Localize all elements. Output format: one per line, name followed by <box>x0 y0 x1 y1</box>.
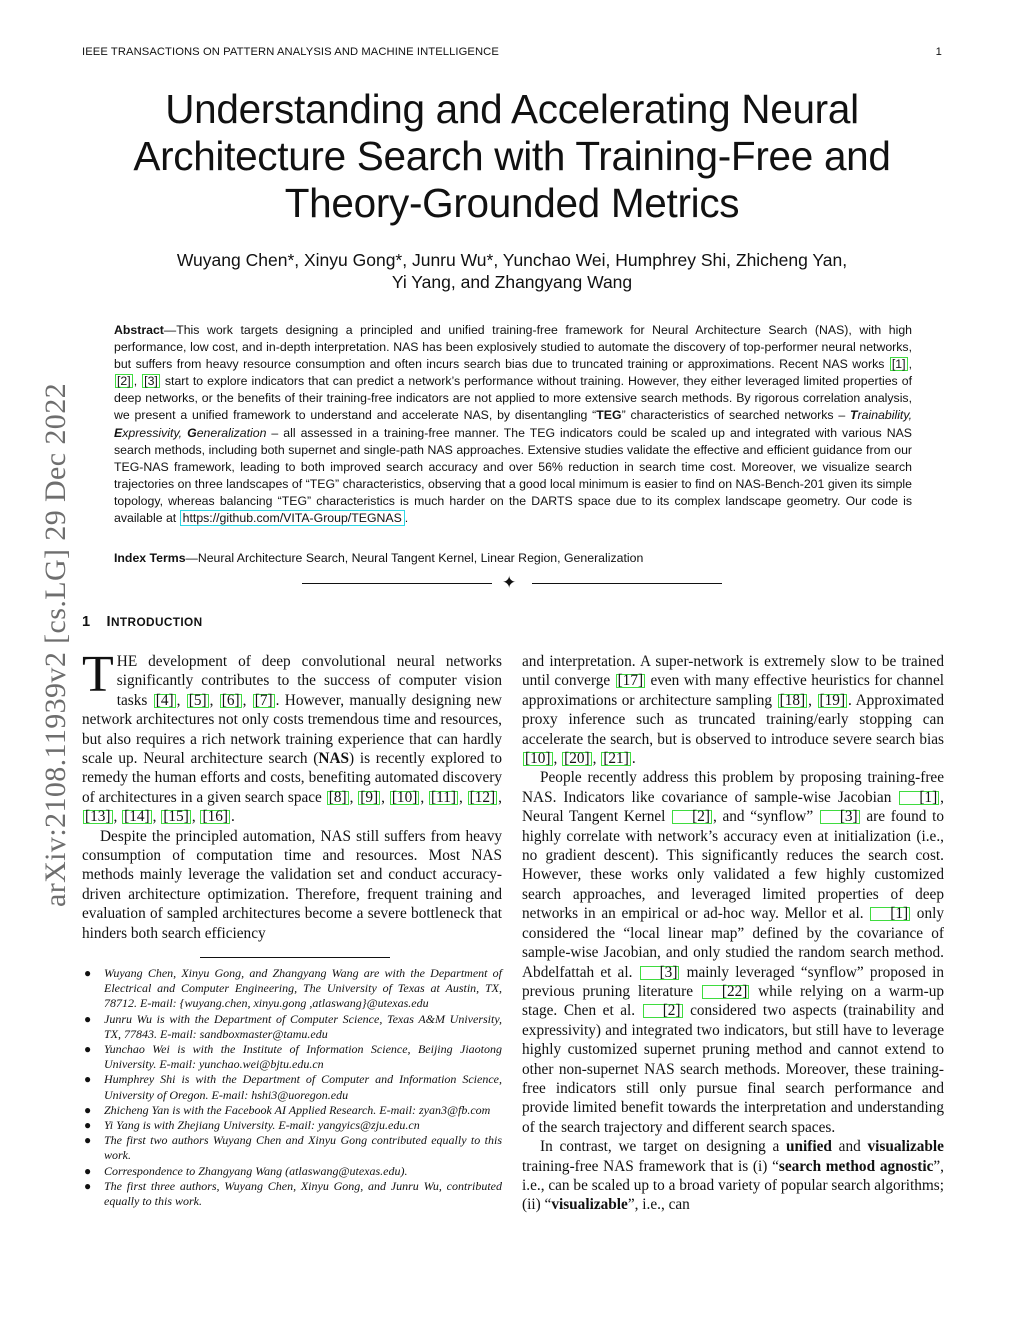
body-text: ”, i.e., can <box>627 1196 690 1214</box>
citation-link[interactable]: [10] <box>391 788 418 806</box>
body-text: and interpretation. A super-network is extremely slow to be trained until converge <box>522 653 944 690</box>
section-divider <box>302 572 722 596</box>
right-column <box>522 652 944 1215</box>
footnote-item <box>82 966 502 1012</box>
citation-link[interactable]: [2] <box>643 1004 683 1018</box>
footnote-text: The first three authors, Wuyang Chen, Xinyu Gong, and Junru Wu, contributed equally to this work. <box>104 1178 502 1209</box>
footnote-text: Yunchao Wei is with the Institute of Information Science, Beijing Jiaotong University. E-mail: yunchao.wei@bjtu.edu.cn <box>104 1042 502 1072</box>
bullet-icon: ● <box>84 1118 92 1133</box>
citation-link[interactable]: [20] <box>564 750 590 768</box>
citation-link[interactable]: [16] <box>202 808 228 826</box>
teg-term: TEG <box>596 408 622 423</box>
citation-link[interactable]: [1] <box>870 907 910 921</box>
divider-diamond-icon: ✦ <box>502 573 517 592</box>
body-text: . Approximated proxy inference such as truncated training/early stopping can accelerate the search, but is observed to introduce severe search bias <box>522 691 944 748</box>
citation-link[interactable]: [2] <box>117 374 131 389</box>
citation-link[interactable]: [3] <box>144 374 158 389</box>
index-terms <box>114 550 912 567</box>
body-text: considered two aspects (trainability and expressivity) and integrated two indicators, but still have to leverage highly customized supernet pruning method and cannot extend to other non-supernet NAS search methods. Moreover, these training-free indicators still only pursue final search performance and provide limited benefit towards the interpretation and understanding of the search trajectory and different search spaces. <box>522 1002 944 1136</box>
footnote-item <box>82 1103 502 1118</box>
abstract-text: ” characteristics of searched networks – <box>621 408 851 423</box>
abstract-text: This work targets designing a principled and unified training-free framework for Neural Architecture Search (NAS), with high performance, low cost, and in-depth interpretation. NAS has been explosively studied to automate the discovery of top-performer neural networks, but suffers from heavy resource consumption and often incurs search bias due to truncated training or approximations. Recent NAS works <box>114 323 912 372</box>
abstract-text: start to explore indicators that can predict a network’s performance without training. However, they either leveraged limited properties of deep networks, or the benefits of their training-free indicators are not applied to more extensive search methods. By rigorous correlation analysis, we present a unified framework to understand and accelerate NAS, by disentangling “ <box>114 374 913 423</box>
abstract-text: xpressivity, <box>122 425 188 440</box>
footnote-rule <box>200 957 390 958</box>
citation-link[interactable]: [19] <box>819 691 846 709</box>
footnote-item <box>82 1164 502 1179</box>
bold-term: search method agnostic <box>778 1157 934 1175</box>
citation-link[interactable]: [2] <box>672 810 712 824</box>
abstract-dash: — <box>163 323 177 337</box>
footnote-text: Wuyang Chen, Xinyu Gong, and Zhangyang Wang are with the Department of Electrical and Computer Engineering, The University of Texas at Austin, TX, 78712. E-mail: {wuyang.chen, xinyu.gong ,atlaswang}@utexas.edu <box>104 966 502 1011</box>
section-title-rest: NTRODUCTION <box>111 615 203 629</box>
citation-link[interactable]: [1] <box>891 357 906 372</box>
citation-link[interactable]: [3] <box>820 810 860 824</box>
body-text: and <box>831 1138 868 1156</box>
body-text: while relying on a warm-up stage. Chen et al. <box>522 982 944 1020</box>
citation-link[interactable]: [21] <box>603 750 629 768</box>
citation-link[interactable]: [9] <box>360 788 379 806</box>
author-line: Wuyang Chen*, Xinyu Gong*, Junru Wu*, Yunchao Wei, Humphrey Shi, Zhicheng Yan, <box>176 250 848 270</box>
abstract-text: . <box>404 511 409 526</box>
body-text: development of deep convolutional neural networks significantly contributes to the success of computer vision tasks <box>116 653 502 709</box>
author-line: Yi Yang, and Zhangyang Wang <box>391 272 633 292</box>
citation-link[interactable]: [11] <box>431 788 456 806</box>
citation-link[interactable]: [1] <box>899 791 939 805</box>
citation-link[interactable]: [4] <box>155 691 174 709</box>
paragraph: Despite the principled automation, NAS still suffers from heavy consumption of computation time and resources. Most NAS methods mainly leverage the validation set and conduct accuracy-driven architecture optimization. Therefore, frequent training and evaluation of sampled architectures become a severe bottleneck that hinders both search efficiency <box>82 827 502 942</box>
body-text: are found to highly correlate with network’s accuracy even at initialization (i.e., no gradient descent). This significantly reduces the search cost. However, these works only validated a few highly customized search approaches, and leveraged limited properties of deep networks in an empirical or ad-hoc way. Mellor et al. <box>522 808 944 923</box>
section-title-cap: I <box>106 614 111 630</box>
page-number: 1 <box>935 46 942 58</box>
footnote-item <box>82 1042 502 1072</box>
body-text: , Neural Tangent Kernel <box>522 788 944 826</box>
citation-link[interactable]: [6] <box>221 691 240 709</box>
footnote-text: Yi Yang is with Zhejiang University. E-mail: yangyics@zju.edu.cn <box>104 1118 420 1133</box>
footnote-text: Junru Wu is with the Department of Computer Science, Texas A&M University, TX, 77843. E-mail: sandboxmaster@tamu.edu <box>104 1011 502 1041</box>
body-text: . However, manually designing new network architectures not only costs tremendous time and resources, but also requires a rich network training experience that can hardly scale up. Neural architecture search ( <box>82 691 502 768</box>
abstract-text: rainability, <box>857 408 912 423</box>
index-terms-label: Index Terms <box>114 551 186 565</box>
body-text: . <box>230 808 235 826</box>
bullet-icon: ● <box>84 1133 92 1148</box>
footnote-item <box>82 1179 502 1209</box>
body-text: ”, i.e., can be scaled up to a broad variety of popular search algorithms; (ii) “ <box>522 1157 944 1214</box>
author-list <box>80 249 944 293</box>
footnote-item <box>82 1012 502 1042</box>
footnote-text: Zhicheng Yan is with the Facebook AI Applied Research. E-mail: zyan3@fb.com <box>104 1102 491 1117</box>
bold-term: visualizable <box>551 1196 628 1214</box>
bullet-icon: ● <box>84 1011 92 1026</box>
footnote-item <box>82 1133 502 1163</box>
code-url-link[interactable]: https://github.com/VITA-Group/TEGNAS <box>180 510 405 526</box>
footnotes <box>82 966 502 1209</box>
body-text: . <box>631 750 636 768</box>
citation-link[interactable]: [7] <box>254 691 273 709</box>
teg-letter: E <box>114 425 123 440</box>
teg-letter: G <box>187 425 197 440</box>
footnote-item <box>82 1072 502 1102</box>
footnote-text: Correspondence to Zhangyang Wang (atlaswang@utexas.edu). <box>104 1163 408 1178</box>
citation-link[interactable]: [3] <box>640 966 680 980</box>
paragraph <box>522 768 944 1137</box>
footnote-item <box>82 1118 502 1133</box>
arxiv-identifier: arXiv:2108.11939v2 [cs.LG] 29 Dec 2022 <box>39 383 72 907</box>
abstract: Abstract—This work targets designing a principled and unified training-free framework for Neural Architecture Search (NAS), with high performance, low cost, and in-depth interpretation. NAS has been explosively studied to automate the discovery of top-performer neural networks, but suffers from heavy resource consumption and often incurs search bias due to truncated training or approximations. Recent NAS works [1] , [2] , [3] start to explore indicators that can predict a network’s performance without training. However, they either leveraged limited properties of deep networks, or the benefits of their training-free indicators are not applied to more extensive search methods. By rigorous correlation analysis, we present a unified framework to understand and accelerate NAS, by disentangling “TEG” characteristics of searched networks – Trainability, Expressivity, Generalization – all assessed in a training-free manner. The TEG indicators could be scaled up and integrated with various NAS search methods, including both supernet and single-path NAS approaches. Extensive studies validate the effective and efficient guidance from our TEG-NAS framework, leading to both improved search accuracy and over 56% reduction in search time cost. Moreover, we visualize search trajectories on three landscapes of “TEG” characteristics, observing that a good local minimum is easier to find on NAS-Bench-201 given its simple topology, whereas balancing “TEG” characteristics is much harder on the DARTS space due to its complex landscape geometry. Our code is available at https://github.com/VITA-Group/TEGNAS . <box>114 323 913 526</box>
citation-link[interactable]: [10] <box>525 750 551 768</box>
left-column <box>82 646 502 943</box>
bullet-icon: ● <box>84 1072 92 1087</box>
section-number: 1 <box>82 614 91 630</box>
bullet-icon: ● <box>84 1178 92 1193</box>
body-text: mainly leveraged “synflow” proposed in previous pruning literature <box>522 963 944 1000</box>
paragraph: THE development of deep convolutional neural networks significantly contributes to the success of computer vision tasks [4] , [5] , [6] , [7] . However, manually designing new network architectures not only costs tremendous time and resources, but also requires a rich network training experience that can hardly scale up. Neural architecture search (NAS) is recently explored to remedy the human efforts and costs, benefiting automated discovery of architectures in a given search space [8] , [9] , [10] , [11] , [12] , [13] , [14] , [15] , [16] . <box>82 646 502 826</box>
paragraph: and interpretation. A super-network is extremely slow to be trained until converge [17] even with many effective heuristics for channel approximations or architecture sampling [18] , [19] . Approximated proxy inference such as truncated training/early stopping can accelerate the search, but is observed to introduce severe search bias [10] , [20] , [21] . <box>522 653 944 768</box>
small-caps-text: HE <box>116 653 138 670</box>
footnote-text: The first two authors Wuyang Chen and Xinyu Gong contributed equally to this work. <box>104 1133 502 1163</box>
body-text: even with many effective heuristics for channel approximations or architecture sampling <box>522 672 944 709</box>
body-text: only considered the “local linear map” defined by the covariance of sample-wise Jacobian, and only studied the random search method. Abdelfattah et al. <box>522 905 944 981</box>
body-text: , and “synflow” <box>712 808 819 826</box>
abstract-label: Abstract <box>114 323 164 337</box>
abstract-text: eneralization <box>196 425 267 440</box>
body-text: training-free NAS framework that is (i) “ <box>522 1157 779 1175</box>
running-header <box>82 46 942 58</box>
abstract-text: – all assessed in a training-free manner. The TEG indicators could be scaled up and integrated with various NAS search methods, including both supernet and single-path NAS approaches. Extensive studies validate the effective and efficient guidance from our TEG-NAS framework, leading to both improved search accuracy and over 56% reduction in search time cost. Moreover, we visualize search trajectories on three landscapes of “TEG” characteristics, observing that a good local minimum is easier to find on NAS-Bench-201 given its simple topology, whereas balancing “TEG” characteristics is much harder on the DARTS space due to its complex landscape geometry. Our code is available at <box>114 425 912 526</box>
bold-term: unified <box>786 1138 832 1156</box>
nas-term: NAS <box>318 750 350 768</box>
paragraph <box>522 1137 944 1215</box>
citation-link[interactable]: [18] <box>779 691 806 709</box>
bold-term: visualizable <box>867 1138 944 1156</box>
footnote-text: Humphrey Shi is with the Department of Computer and Information Science, University of Oregon. E-mail: hshi3@uoregon.edu <box>104 1072 502 1102</box>
citation-link[interactable]: [22] <box>702 985 750 999</box>
citation-link[interactable]: [17] <box>617 672 644 690</box>
bullet-icon: ● <box>84 966 92 980</box>
citation-link[interactable]: [14] <box>124 808 150 826</box>
section-heading <box>82 614 203 630</box>
divider-line <box>532 583 722 584</box>
title-line: Understanding and Accelerating Neural <box>165 86 859 132</box>
citation-link[interactable]: [8] <box>328 788 347 806</box>
body-text: ) is recently explored to remedy the human efforts and costs, benefiting automated discovery of architectures in a given search space <box>82 750 502 806</box>
title-line: Theory-Grounded Metrics <box>284 180 740 226</box>
citation-link[interactable]: [5] <box>188 691 207 709</box>
title-line: Architecture Search with Training-Free and <box>133 133 891 179</box>
divider-line <box>302 583 492 584</box>
body-text: In contrast, we target on designing a <box>540 1138 787 1156</box>
paper-title <box>80 86 944 227</box>
citation-link[interactable]: [15] <box>163 808 189 826</box>
citation-link[interactable]: [12] <box>469 788 496 806</box>
bullet-icon: ● <box>84 1102 92 1117</box>
index-terms-text: —Neural Architecture Search, Neural Tangent Kernel, Linear Region, Generalization <box>185 551 644 565</box>
drop-cap: T <box>82 646 114 703</box>
body-text: People recently address this problem by proposing training-free NAS. Indicators like covariance of sample-wise Jacobian <box>522 769 944 806</box>
bullet-icon: ● <box>84 1163 92 1178</box>
citation-link[interactable]: [13] <box>85 808 111 826</box>
teg-letter: T <box>850 408 858 423</box>
bullet-icon: ● <box>84 1042 92 1057</box>
journal-name: IEEE TRANSACTIONS ON PATTERN ANALYSIS AND MACHINE INTELLIGENCE <box>82 46 499 58</box>
